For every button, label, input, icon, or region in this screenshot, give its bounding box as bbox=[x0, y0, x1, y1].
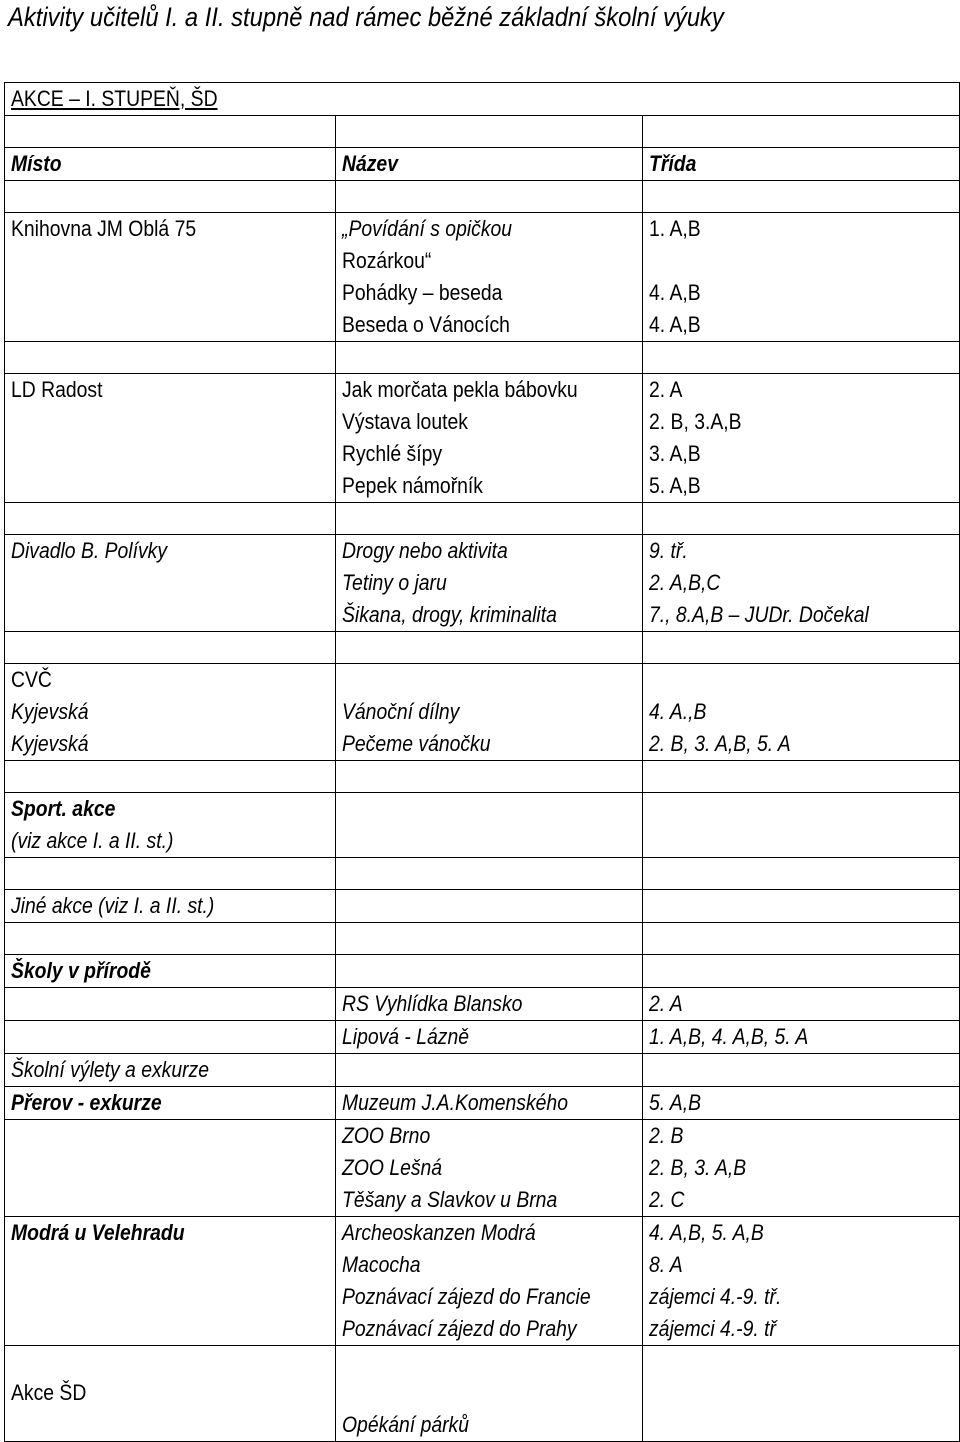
name-cell: Drogy nebo aktivita Tetiny o jaru Šikana, drogy, kriminalita bbox=[335, 535, 643, 632]
name-cell: Vánoční dílny Pečeme vánočku bbox=[335, 664, 643, 761]
page-title: Aktivity učitelů I. a II. stupně nad rámec běžné základní školní výuky bbox=[8, 2, 724, 32]
name-cell: ZOO Brno ZOO Lešná Těšany a Slavkov u Brna bbox=[335, 1120, 643, 1217]
class-cell: 1. A,B 4. A,B 4. A,B bbox=[643, 213, 960, 342]
table-row bbox=[5, 1087, 960, 1120]
place-cell: Knihovna JM Oblá 75 bbox=[5, 213, 336, 342]
place-cell: Divadlo B. Polívky bbox=[5, 535, 336, 632]
place-cell: Školy v přírodě bbox=[5, 955, 336, 988]
table-row bbox=[5, 1346, 960, 1442]
table-header-row bbox=[5, 148, 960, 181]
table-row bbox=[5, 1021, 960, 1054]
place-cell: Přerov - exkurze bbox=[5, 1087, 336, 1120]
class-cell: 2. A 2. B, 3.A,B 3. A,B 5. A,B bbox=[643, 374, 960, 503]
place-cell: LD Radost bbox=[5, 374, 336, 503]
name-cell: Muzeum J.A.Komenského bbox=[335, 1087, 643, 1120]
class-cell: 5. A,B bbox=[643, 1087, 960, 1120]
section-heading: AKCE – I. STUPEŇ, ŠD bbox=[5, 83, 960, 116]
class-cell: 2. A bbox=[643, 988, 960, 1021]
table-row bbox=[5, 1120, 960, 1217]
class-cell: 2. B 2. B, 3. A,B 2. C bbox=[643, 1120, 960, 1217]
table-row bbox=[5, 1217, 960, 1346]
place-cell: Sport. akce (viz akce I. a II. st.) bbox=[5, 793, 336, 858]
header-class: Třída bbox=[643, 148, 960, 181]
table-row bbox=[5, 374, 960, 503]
table-row bbox=[5, 955, 960, 988]
header-name: Název bbox=[335, 148, 643, 181]
class-cell: 4. A.,B 2. B, 3. A,B, 5. A bbox=[643, 664, 960, 761]
place-cell: Školní výlety a exkurze bbox=[5, 1054, 336, 1087]
class-cell: 4. A,B, 5. A,B 8. A zájemci 4.-9. tř. zájemci 4.-9. tř bbox=[643, 1217, 960, 1346]
activities-table bbox=[4, 82, 960, 1442]
name-cell: RS Vyhlídka Blansko bbox=[335, 988, 643, 1021]
table-row bbox=[5, 890, 960, 923]
name-cell: Opékání párků bbox=[335, 1346, 643, 1442]
class-cell: 9. tř. 2. A,B,C 7., 8.A,B – JUDr. Dočekal bbox=[643, 535, 960, 632]
table-row bbox=[5, 1054, 960, 1087]
name-cell: Jak morčata pekla bábovku Výstava loutek Rychlé šípy Pepek námořník bbox=[335, 374, 643, 503]
table-row bbox=[5, 213, 960, 342]
place-cell: Akce ŠD bbox=[5, 1346, 336, 1442]
name-cell: Archeoskanzen Modrá Macocha Poznávací zájezd do Francie Poznávací zájezd do Prahy bbox=[335, 1217, 643, 1346]
header-place: Místo bbox=[5, 148, 336, 181]
table-row bbox=[5, 664, 960, 761]
table-row bbox=[5, 988, 960, 1021]
place-cell: Jiné akce (viz I. a II. st.) bbox=[5, 890, 336, 923]
table-row bbox=[5, 535, 960, 632]
place-cell: Modrá u Velehradu bbox=[5, 1217, 336, 1346]
name-cell: Lipová - Lázně bbox=[335, 1021, 643, 1054]
place-cell: CVČ Kyjevská Kyjevská bbox=[5, 664, 336, 761]
class-cell: 1. A,B, 4. A,B, 5. A bbox=[643, 1021, 960, 1054]
table-row bbox=[5, 793, 960, 858]
name-cell: „Povídání s opičkou Rozárkou“ Pohádky – beseda Beseda o Vánocích bbox=[335, 213, 643, 342]
